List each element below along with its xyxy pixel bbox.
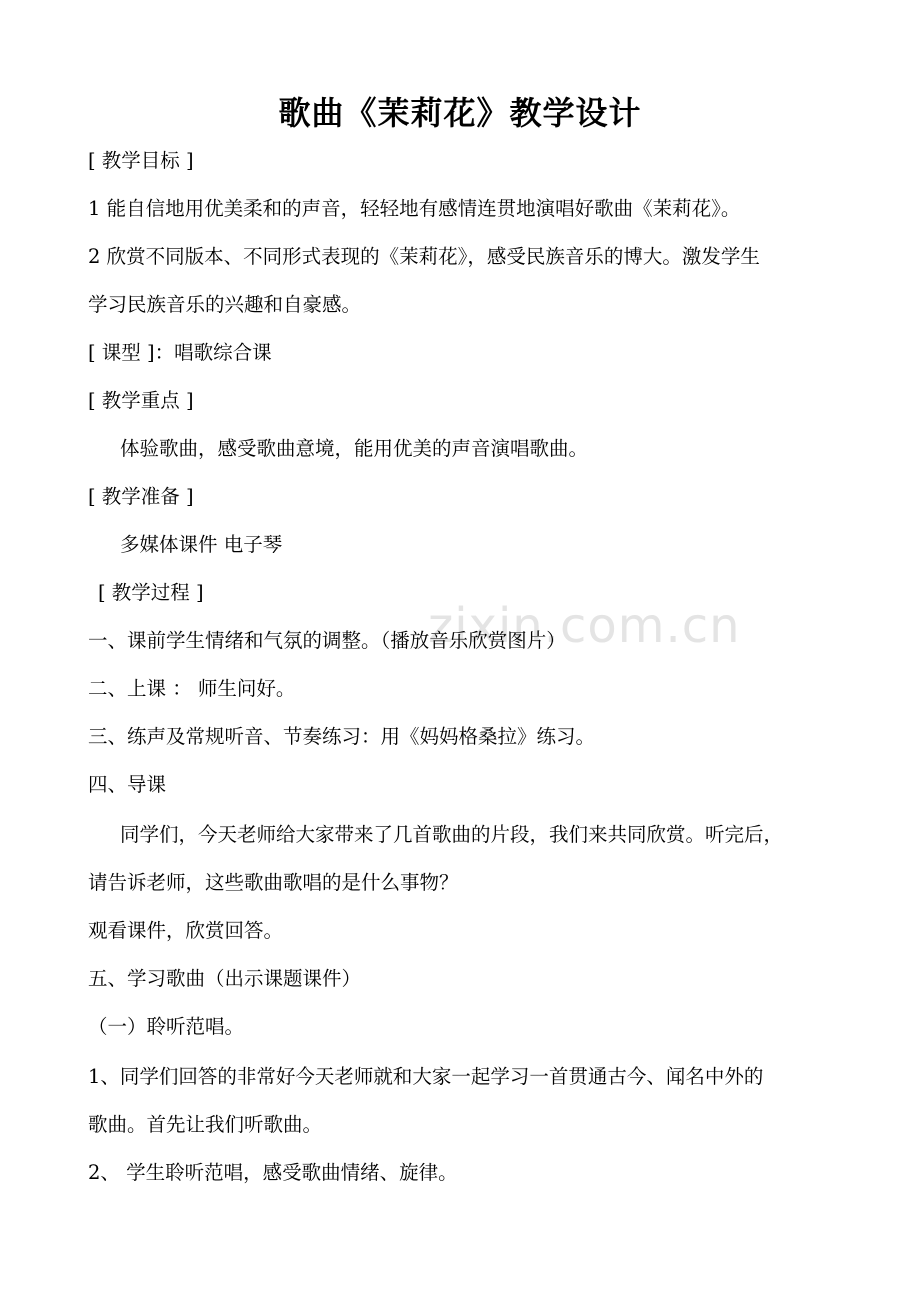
intro-response: 观看课件，欣赏回答。 bbox=[88, 919, 284, 942]
intro-paragraph: 同学们，今天老师给大家带来了几首歌曲的片段，我们来共同欣赏。听完后， bbox=[120, 823, 784, 846]
document-title: 歌曲《茉莉花》教学设计 bbox=[278, 94, 642, 132]
objective-1: 1 能自信地用优美柔和的声音，轻轻地有感情连贯地演唱好歌曲《茉莉花》。 bbox=[88, 197, 741, 220]
section-heading-focus: [ 教学重点 ] bbox=[88, 389, 194, 412]
substep-item-2: 2、 学生聆听范唱，感受歌曲情绪、旋律。 bbox=[88, 1161, 458, 1184]
process-step-5: 五、学习歌曲（出示课题课件） bbox=[88, 967, 362, 990]
section-heading-preparation: [ 教学准备 ] bbox=[88, 485, 194, 508]
substep-item-1-continued: 歌曲。首先让我们听歌曲。 bbox=[88, 1113, 323, 1136]
process-step-4: 四、导课 bbox=[88, 773, 167, 796]
objective-2-continued: 学习民族音乐的兴趣和自豪感。 bbox=[88, 293, 362, 316]
substep-listen: （一）聆听范唱。 bbox=[88, 1015, 245, 1038]
process-step-1: 一、课前学生情绪和气氛的调整。（播放音乐欣赏图片） bbox=[88, 629, 566, 652]
section-heading-objectives: [ 教学目标 ] bbox=[88, 149, 194, 172]
intro-paragraph-continued: 请告诉老师，这些歌曲歌唱的是什么事物？ bbox=[88, 871, 459, 894]
lesson-type: [ 课型 ]：唱歌综合课 bbox=[88, 341, 272, 364]
watermark: zixin.com.cn bbox=[428, 598, 741, 654]
process-step-2: 二、上课 ： 师生问好。 bbox=[88, 677, 296, 700]
focus-text: 体验歌曲，感受歌曲意境，能用优美的声音演唱歌曲。 bbox=[120, 437, 589, 460]
preparation-text: 多媒体课件 电子琴 bbox=[120, 533, 283, 556]
substep-item-1: 1、同学们回答的非常好今天老师就和大家一起学习一首贯通古今、闻名中外的 bbox=[88, 1065, 764, 1088]
process-step-3: 三、练声及常规听音、节奏练习：用《妈妈格桑拉》练习。 bbox=[88, 725, 596, 748]
section-heading-process: [ 教学过程 ] bbox=[98, 581, 204, 604]
objective-2: 2 欣赏不同版本、不同形式表现的《茉莉花》，感受民族音乐的博大。激发学生 bbox=[88, 245, 760, 268]
